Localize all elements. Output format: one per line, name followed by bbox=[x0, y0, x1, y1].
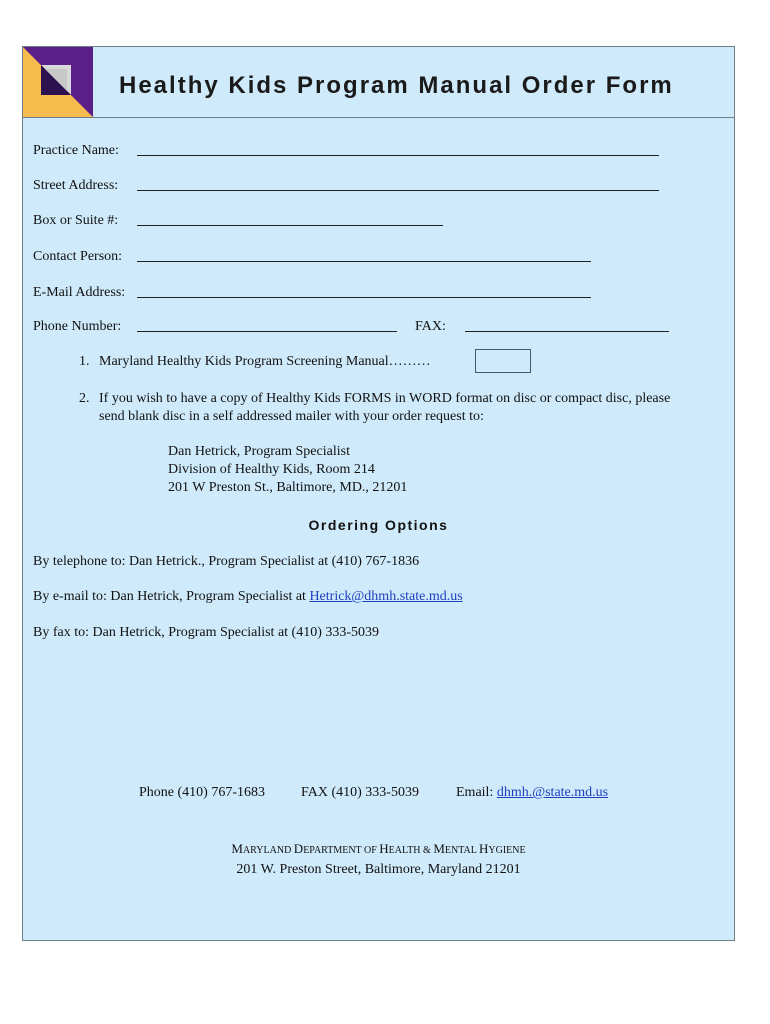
phone-number-field[interactable] bbox=[33, 319, 683, 339]
order-by-email-text: By e-mail to: Dan Hetrick, Program Specialist at bbox=[33, 589, 310, 604]
street-address-line[interactable] bbox=[137, 190, 659, 191]
box-suite-label: Box or Suite #: bbox=[33, 213, 119, 228]
program-logo-icon bbox=[23, 47, 93, 117]
practice-name-line[interactable] bbox=[137, 155, 659, 156]
footer-fax: FAX (410) 333-5039 bbox=[301, 785, 419, 800]
order-by-telephone: By telephone to: Dan Hetrick., Program Specialist at (410) 767-1836 bbox=[33, 554, 420, 569]
list-item-number: 1. bbox=[79, 354, 90, 369]
list-item-text-line2: send blank disc in a self addressed mailer with your order request to: bbox=[99, 409, 484, 424]
practice-name-label: Practice Name: bbox=[33, 143, 119, 158]
list-item-screening-manual bbox=[79, 353, 479, 371]
department-address: 201 W. Preston Street, Baltimore, Maryland 21201 bbox=[236, 862, 521, 877]
ordering-options-heading: Ordering Options bbox=[308, 517, 449, 533]
contact-person-field[interactable] bbox=[33, 249, 673, 269]
fax-label: FAX: bbox=[415, 319, 446, 334]
contact-person-line[interactable] bbox=[137, 261, 591, 262]
practice-name-field[interactable] bbox=[33, 143, 673, 163]
mailing-address bbox=[168, 443, 407, 497]
address-name: Dan Hetrick, Program Specialist bbox=[168, 444, 350, 459]
street-address-field[interactable] bbox=[33, 178, 673, 198]
email-address-line[interactable] bbox=[137, 297, 591, 298]
form-header bbox=[23, 47, 734, 118]
list-item-number: 2. bbox=[79, 391, 90, 406]
box-suite-field[interactable] bbox=[33, 213, 673, 233]
phone-number-label: Phone Number: bbox=[33, 319, 122, 334]
footer-email-link[interactable]: dhmh.@state.md.us bbox=[496, 785, 609, 800]
order-email-link[interactable]: Hetrick@dhmh.state.md.us bbox=[309, 589, 463, 604]
list-item-text-line1: If you wish to have a copy of Healthy Kids FORMS in WORD format on disc or compact disc, please bbox=[99, 391, 671, 406]
contact-person-label: Contact Person: bbox=[33, 249, 123, 264]
department-block bbox=[23, 839, 734, 879]
department-name: MARYLAND DEPARTMENT OF HEALTH & MENTAL HYGIENE bbox=[231, 841, 526, 856]
list-item-text: Maryland Healthy Kids Program Screening Manual……… bbox=[99, 354, 431, 369]
screening-manual-checkbox[interactable] bbox=[475, 349, 531, 373]
address-division: Division of Healthy Kids, Room 214 bbox=[168, 462, 375, 477]
fax-line[interactable] bbox=[465, 331, 669, 332]
footer-phone: Phone (410) 767-1683 bbox=[139, 785, 265, 800]
order-by-email bbox=[33, 589, 463, 605]
footer-email-label: Email: bbox=[456, 785, 497, 800]
email-address-field[interactable] bbox=[33, 285, 673, 305]
order-by-fax: By fax to: Dan Hetrick, Program Specialist at (410) 333-5039 bbox=[33, 625, 380, 640]
street-address-label: Street Address: bbox=[33, 178, 119, 193]
order-form bbox=[22, 46, 735, 941]
box-suite-line[interactable] bbox=[137, 225, 443, 226]
footer-email bbox=[456, 785, 608, 801]
address-street: 201 W Preston St., Baltimore, MD., 21201 bbox=[168, 480, 408, 495]
phone-number-line[interactable] bbox=[137, 331, 397, 332]
email-address-label: E-Mail Address: bbox=[33, 285, 126, 300]
list-item-word-forms bbox=[79, 390, 729, 426]
page-title: Healthy Kids Program Manual Order Form bbox=[119, 72, 674, 99]
